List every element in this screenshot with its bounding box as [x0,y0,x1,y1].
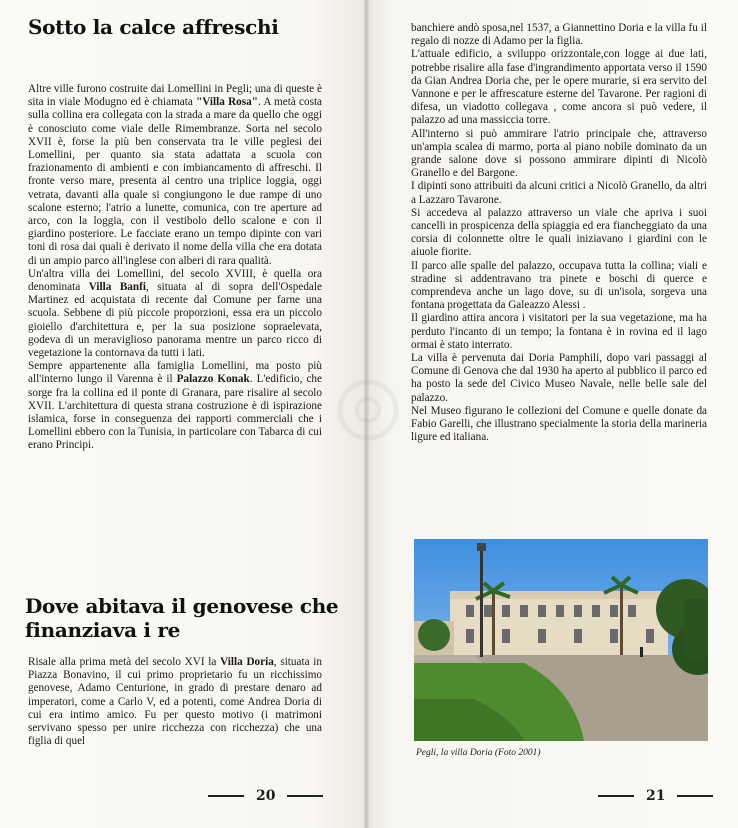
folio-rule [287,795,323,797]
section-heading-frescoes: Sotto la calce affreschi [28,15,279,39]
folio-rule [677,795,713,797]
page-number: 20 [256,788,276,804]
page-number-right [598,788,713,804]
paragraph-villa-rosa: Altre ville furono costruite dai Lomellini in Pegli; una di queste è sita in viale Modugno ed è chiamata "Villa Rosa". A metà costa sulla collina era collegata con la strada a mare da quello che oggi è conosciuto come viale delle Rimembranze. Sorta nel secolo XVII è, forse la più ben conservata tra le ville peglesi dei Lomellini, per quanto sia stata adattata a scuola con frazionamento di ambienti e con imbiancamento di affreschi. Il fronte verso mare, presenta al centro una triplice loggia, oggi vetrata, davanti alla quale si congiungono le due rampe di uno scalone esterno; l'atrio a lunette, comunica, con tre aperture ad arco, con la loggia, con il vestibolo dello scalone e con il giardino posteriore. Le facciate erano un tempo dipinte con vari toni di rosa dai quali è derivato il nome della villa che era dotata di un ampio parco all'inglese con alberi di rara qualità. [28,83,323,267]
paragraph: L'attuale edificio, a sviluppo orizzontale,con logge ai due lati, potrebbe risalire alla fase d'ingrandimento apportata verso il 1590 da Gian Andrea Doria che, per le opere murarie, si era servito del Vannone e per le affrescature esterne del Tavarone. Per ragioni di difesa, un viadotto collegava , come ancora si può vedere, il palazzo ad una massiccia torre. [411,48,707,127]
paragraph-palazzo-konak: Sempre appartenente alla famiglia Lomellini, ma posto più all'interno lungo il Varenna è il Palazzo Konak. L'edificio, che sorge fra la collina ed il ponte di Granara, pare risalire al secolo XVII. L'architettura di questa strana costruzione è di ispirazione islamica, forse in conseguenza dei rapporti commerciali che i Lomellini ebbero con la Tunisia, in particolare con Tabarca di cui erano Principi. [28,360,322,452]
left-body-text-2 [28,656,322,748]
paragraph: All'interno si può ammirare l'atrio principale che, attraverso un'ampia scalea di marmo, porta al piano nobile dominato da un grande salone dove si possono ammirare dipinti di Nicolò Granello e del Bargone. [411,127,707,180]
right-body-text [411,22,707,445]
folio-rule [208,795,244,797]
page-number-left [208,788,323,804]
paragraph-villa-doria: Risale alla prima metà del secolo XVI la Villa Doria, situata in Piazza Bonavino, il cui primo proprietario fu un ricchissimo genovese, Adamo Centurione, in grado di prestare denaro ad imperatori, come a Carlo V, ed a potenti, come Andrea Doria di cui era intimo amico. Fu per questo motivo (i matrimoni servivano spesso per unire ricchezza con ricchezza) che una figlia di quel [28,656,322,748]
photo-caption: Pegli, la villa Doria (Foto 2001) [416,748,541,758]
paragraph: Il giardino attira ancora i visitatori per la sua vegetazione, ma ha perduto l'incanto di un tempo; la fontana è in rovina ed il lago ormai è stato interrato. [411,312,707,351]
paragraph-villa-banfi: Un'altra villa dei Lomellini, del secolo XVIII, è quella ora denominata Villa Banfi, situata al di sopra dell'Ospedale Martinez ed acquistata di recente dal Comune per farne una scuola. Sebbene di più piccole proporzioni, essa era un piccolo gioiello d'architettura e, per la sua posizione sopraelevata, godeva di un meraviglioso panorama mentre un parco ricco di vegetazione la contornava da tutti i lati. [28,267,322,360]
paragraph: Si accedeva al palazzo attraverso un viale che apriva i suoi cancelli in prospicenza della spiaggia ed era fiancheggiato da una corsia di colonnette oltre le quali iniziavano i giardini con le aiuole fiorite. [411,206,707,259]
paragraph: La villa è pervenuta dai Doria Pamphili, dopo vari passaggi al Comune di Genova che dal 1930 ha aperto al pubblico il parco ed ha posto la sede del Civico Museo Navale, nelle belle sale del palazzo. [411,352,707,404]
paragraph: Nel Museo figurano le collezioni del Comune e quelle donate da Fabio Garelli, che illustrano specialmente la storia della marineria ligure ed italiana. [411,404,707,444]
paragraph: Il parco alle spalle del palazzo, occupava tutta la collina; viali e stradine si addentravano tra pinete e boschi di querce e comprendeva anche un lago dove, su di un'isola, sorgeva una fontana progettata da Galeazzo Alessi . [411,259,707,312]
paragraph: I dipinti sono attribuiti da alcuni critici a Nicolò Granello, da altri a Lazzaro Tavarone. [411,180,707,206]
folio-rule [598,795,634,797]
left-body-text [28,83,322,453]
book-gutter [364,0,369,828]
paragraph: banchiere andò sposa,nel 1537, a Giannettino Doria e la villa fu il regalo di nozze di Adamo per la figlia. [411,22,707,48]
section-heading-genovese: Dove abitava il genovese che finanziava i re [25,594,339,642]
villa-doria-photo [414,539,708,741]
page-number: 21 [646,788,666,804]
